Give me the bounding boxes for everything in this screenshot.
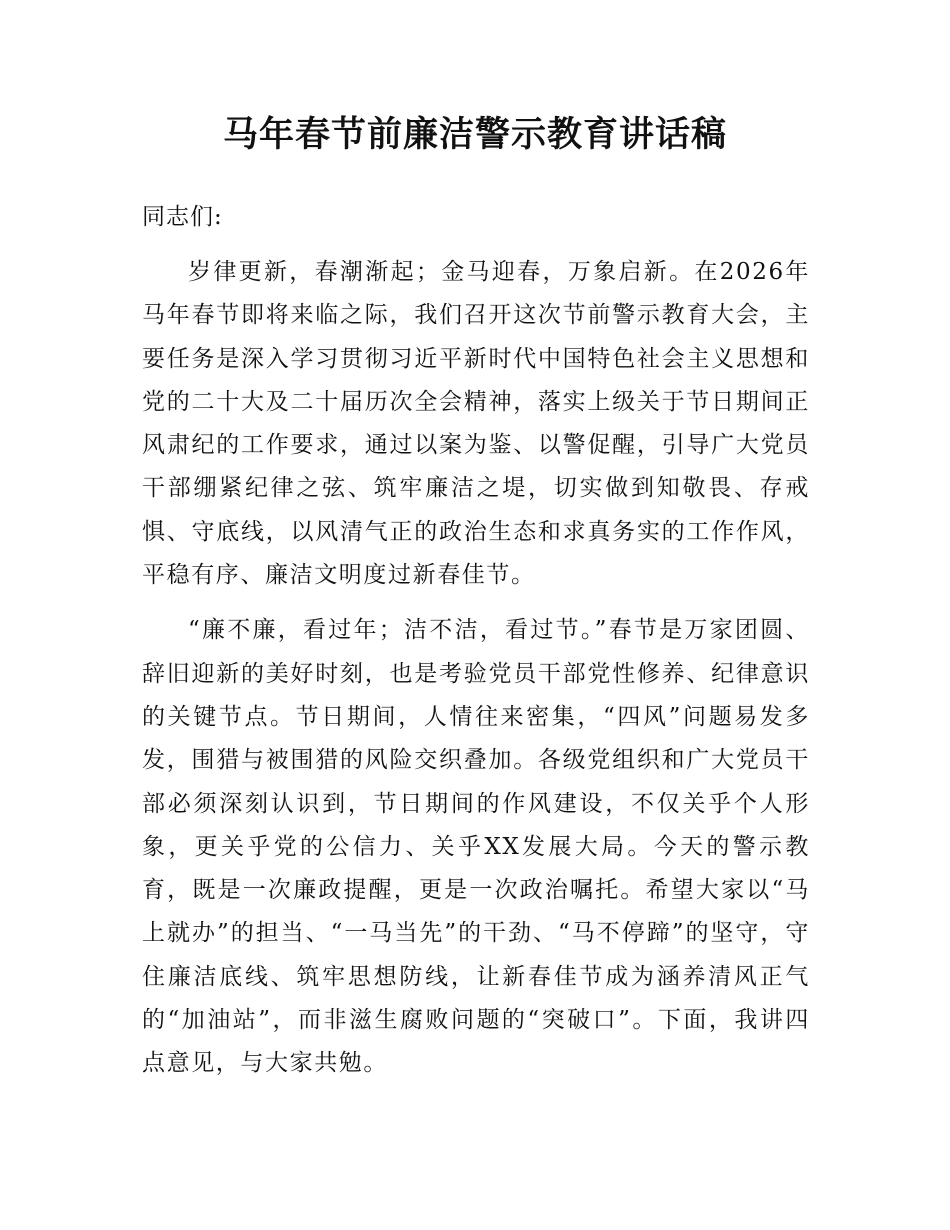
paragraph-spring-festival: “廉不廉，看过年；洁不洁，看过节。”春节是万家团圆、辞旧迎新的美好时刻，也是考验党员干部党性修养、纪律意识的关键节点。节日期间，人情往来密集，“四风”问题易发多发，围猎与被围猎的风险交织叠加。各级党组织和广大党员干部必须深刻认识到，节日期间的作风建设，不仅关乎个人形象，更关乎党的公信力、关乎XX发展大局。今天的警示教育，既是一次廉政提醒，更是一次政治嘱托。希望大家以“马上就办”的担当、“一马当先”的干劲、“马不停蹄”的坚守，守住廉洁底线、筑牢思想防线，让新春佳节成为涵养清风正气的“加油站”，而非滋生腐败问题的“突破口”。下面，我讲四点意见，与大家共勉。	[142, 617, 810, 1077]
paragraph-intro: 岁律更新，春潮渐起；金马迎春，万象启新。在2026年马年春节即将来临之际，我们召开这次节前警示教育大会，主要任务是深入学习贯彻习近平新时代中国特色社会主义思想和党的二十大及二十届历次全会精神，落实上级关于节日期间正风肃纪的工作要求，通过以案为鉴、以警促醒，引导广大党员干部绷紧纪律之弦、筑牢廉洁之堤，切实做到知敬畏、存戒惧、守底线，以风清气正的政治生态和求真务实的工作作风，平稳有序、廉洁文明度过新春佳节。	[142, 259, 810, 589]
document-title: 马年春节前廉洁警示教育讲话稿	[222, 114, 727, 155]
salutation: 同志们:	[142, 204, 223, 230]
document-body	[142, 196, 810, 1098]
